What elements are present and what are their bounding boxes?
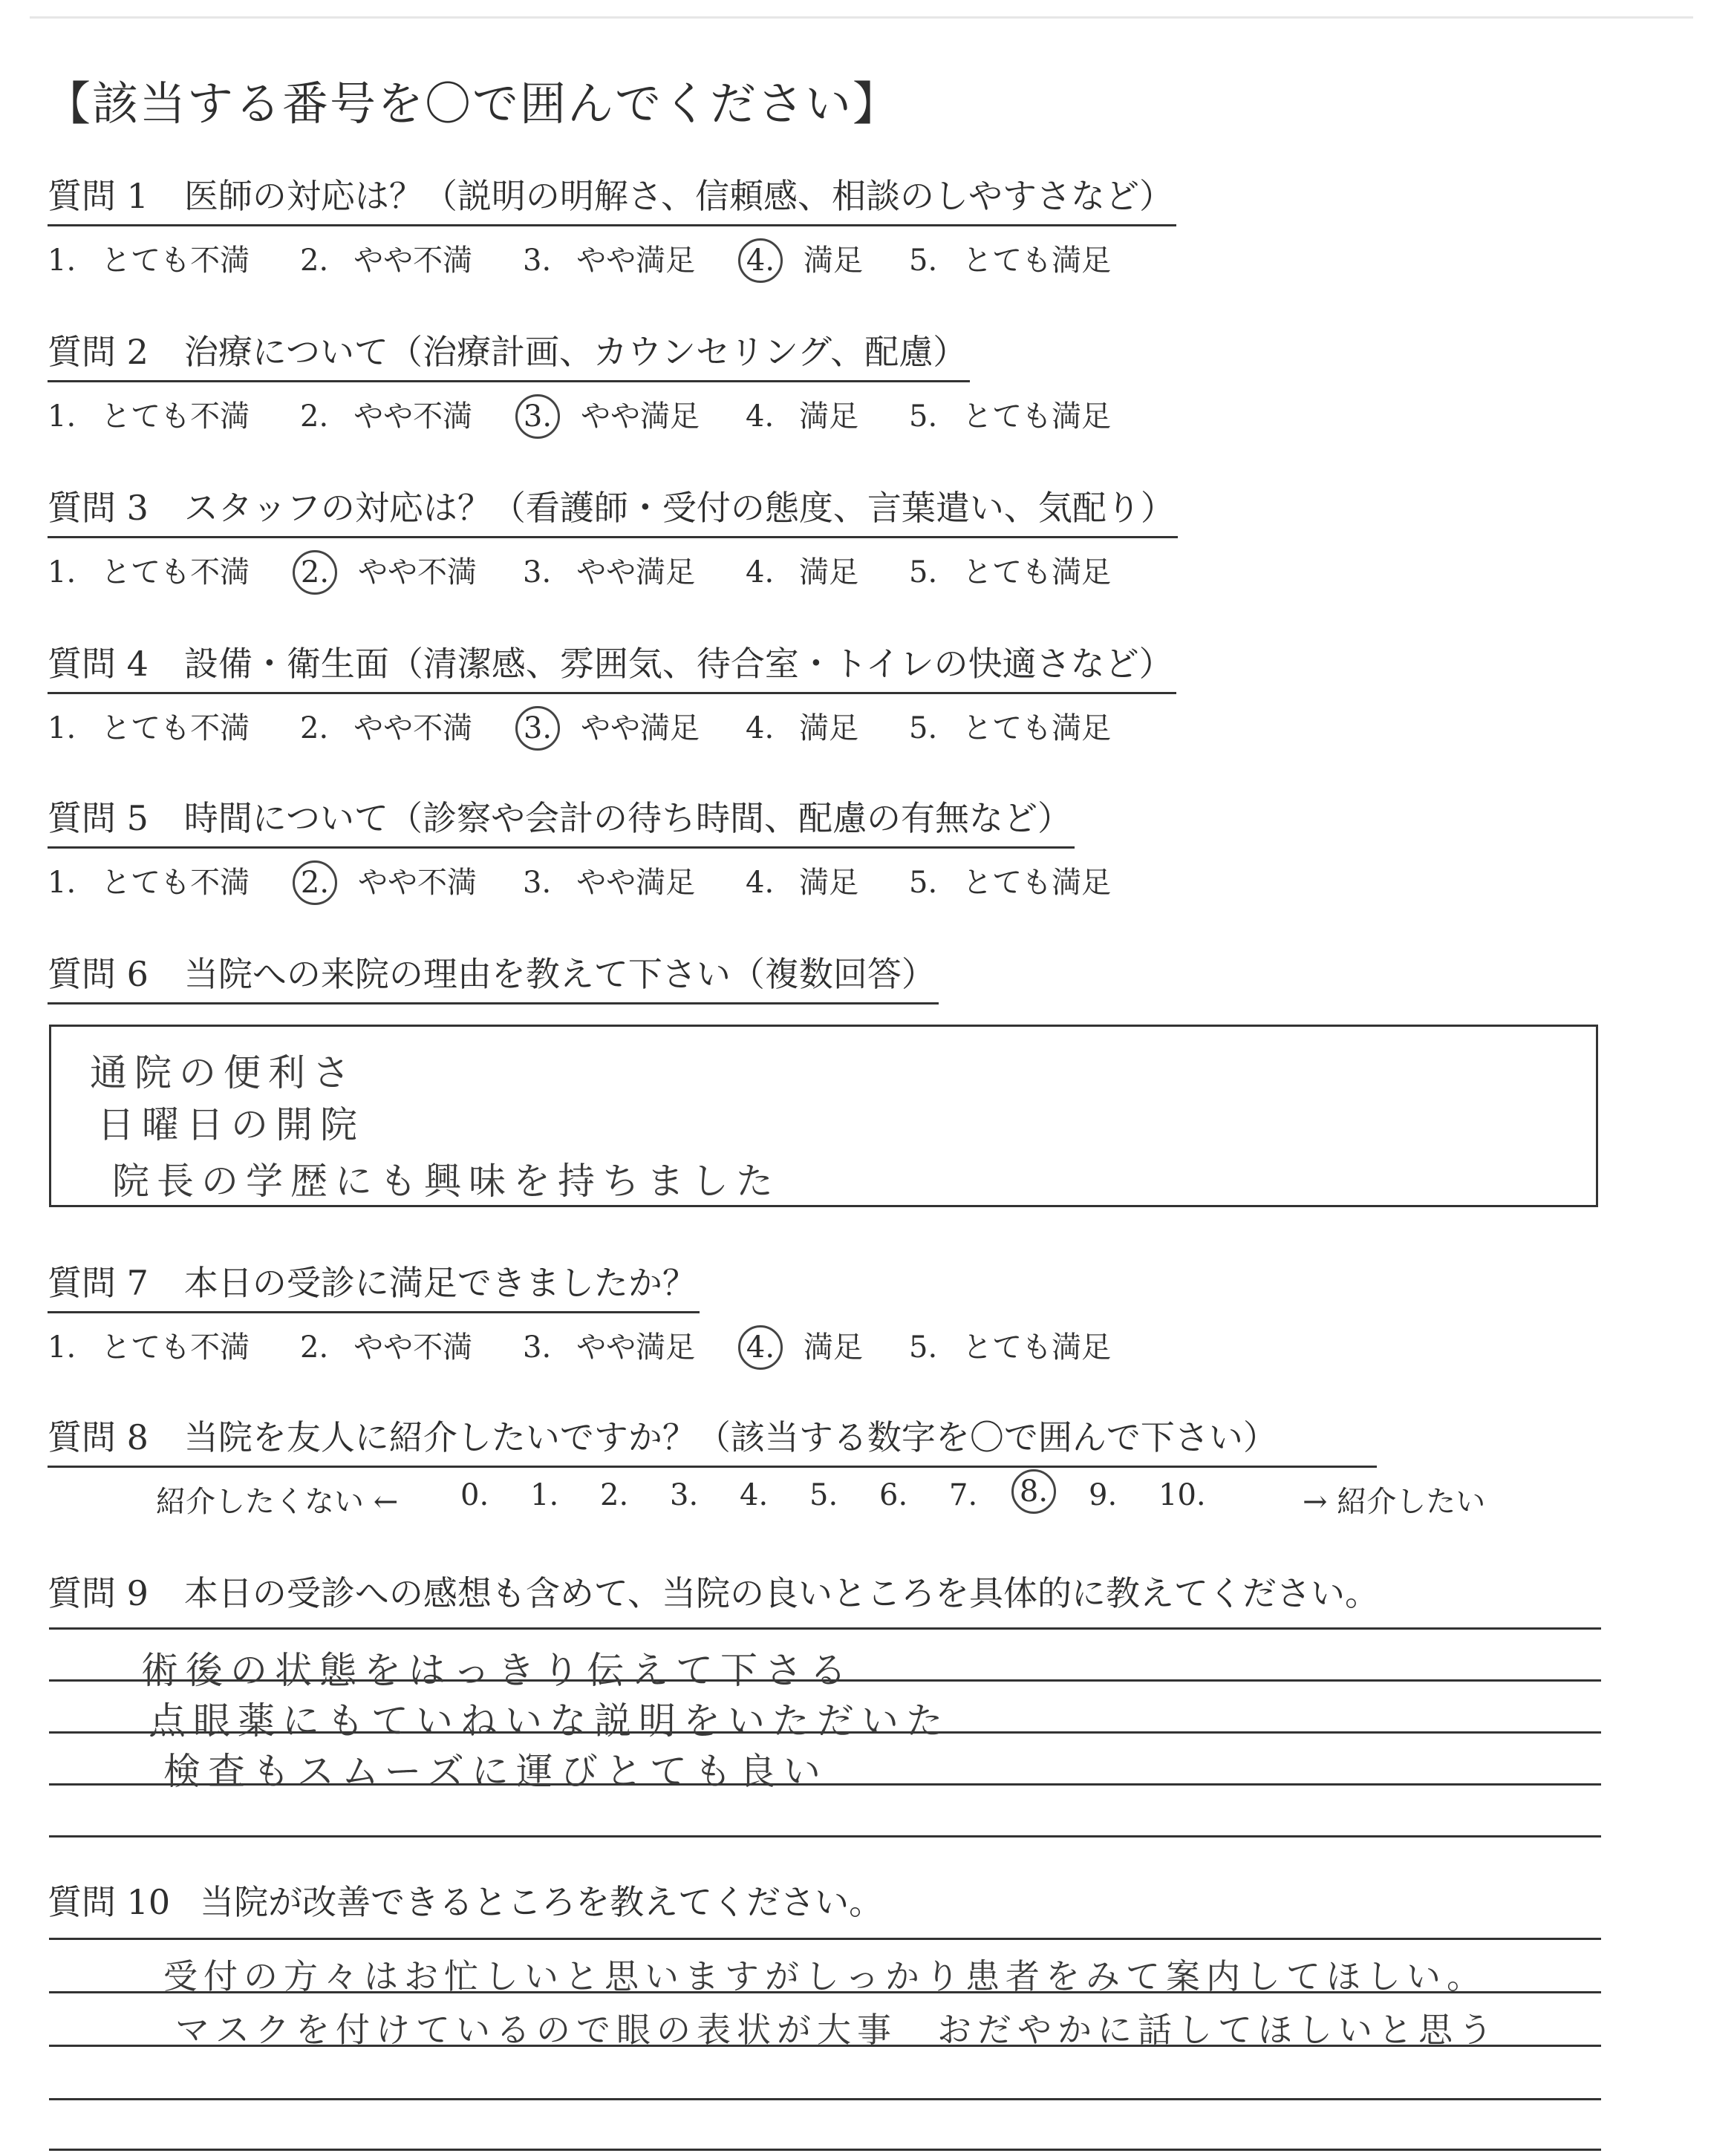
question-text: 当院を友人に紹介したいですか？（該当する数字を〇で囲んで下さい） bbox=[183, 1417, 1277, 1457]
selected-circle-mark: 3. bbox=[515, 706, 560, 751]
rating-scale bbox=[48, 853, 1112, 902]
option-label: やや不満 bbox=[353, 1330, 473, 1365]
question-1 bbox=[48, 169, 1176, 280]
scale-option-4[interactable] bbox=[746, 1324, 863, 1370]
option-number: 1. bbox=[48, 866, 76, 900]
option-number: 4. bbox=[746, 711, 775, 745]
question-8 bbox=[48, 1411, 1486, 1521]
answer-line bbox=[49, 1938, 1601, 1940]
option-label: 満足 bbox=[804, 244, 863, 278]
scale-number[interactable]: 9. bbox=[1089, 1478, 1118, 1512]
scale-option-5[interactable] bbox=[909, 859, 1111, 901]
option-number: 5. bbox=[909, 1330, 938, 1365]
scale-option-5[interactable] bbox=[909, 705, 1111, 747]
scale-option-4[interactable] bbox=[746, 859, 858, 901]
scale-option-1[interactable] bbox=[48, 859, 250, 901]
question-title bbox=[48, 481, 1178, 538]
handwritten-answer: 院長の学歴にも興味を持ちました bbox=[112, 1160, 780, 1203]
option-number: 5. bbox=[909, 711, 938, 745]
question-text: 当院への来院の理由を教えて下さい（複数回答） bbox=[183, 954, 936, 994]
option-number: 1. bbox=[48, 555, 76, 589]
scale-option-1[interactable] bbox=[48, 1324, 250, 1366]
question-number: 質問 7 bbox=[48, 1263, 149, 1303]
scale-option-3[interactable] bbox=[523, 549, 695, 591]
option-label: とても満足 bbox=[962, 866, 1112, 900]
scale-option-3[interactable] bbox=[523, 237, 695, 279]
option-label: とても不満 bbox=[101, 1330, 250, 1365]
selected-circle-mark: 2. bbox=[293, 550, 337, 595]
question-title bbox=[48, 791, 1075, 849]
question-title bbox=[48, 637, 1176, 694]
option-number: 5. bbox=[909, 244, 938, 278]
question-2 bbox=[48, 325, 1112, 436]
scale-option-1[interactable] bbox=[48, 237, 250, 279]
option-label: やや不満 bbox=[353, 399, 473, 434]
question-text: 本日の受診に満足できましたか？ bbox=[183, 1263, 697, 1303]
handwritten-answer: 日曜日の開院 bbox=[97, 1103, 365, 1146]
scale-option-4[interactable] bbox=[746, 705, 858, 747]
question-text: 時間について（診察や会計の待ち時間、配慮の有無など） bbox=[183, 798, 1072, 838]
option-label: とても満足 bbox=[962, 244, 1112, 278]
option-number: 2. bbox=[300, 1330, 329, 1365]
option-label: とても不満 bbox=[101, 244, 250, 278]
selected-circle-mark: 4. bbox=[738, 238, 783, 283]
option-number: 2. bbox=[300, 711, 329, 745]
option-label: とても満足 bbox=[962, 399, 1112, 434]
question-number: 質問 3 bbox=[48, 488, 149, 528]
option-number: 5. bbox=[909, 399, 938, 434]
question-7 bbox=[48, 1256, 1112, 1367]
question-title bbox=[48, 1567, 1379, 1616]
handwritten-answer: マスクを付けているので眼の表状が大事 おだやかに話してほしいと思う bbox=[175, 2010, 1499, 2050]
question-title bbox=[48, 169, 1176, 226]
question-text: 設備・衛生面（清潔感、雰囲気、待合室・トイレの快適さなど） bbox=[183, 644, 1173, 684]
question-number: 質問 8 bbox=[48, 1417, 149, 1457]
option-label: とても満足 bbox=[962, 555, 1112, 589]
question-number: 質問 9 bbox=[48, 1573, 149, 1613]
option-number: 3. bbox=[523, 244, 552, 278]
option-label: とても満足 bbox=[962, 1330, 1112, 1365]
rating-scale bbox=[48, 231, 1176, 280]
question-number: 質問 5 bbox=[48, 798, 149, 838]
scale-option-5[interactable] bbox=[909, 1324, 1111, 1366]
scale-number[interactable]: 7. bbox=[949, 1478, 978, 1512]
scale-number[interactable]: 2. bbox=[600, 1478, 629, 1512]
option-number: 3. bbox=[523, 866, 552, 900]
recommend-scale bbox=[48, 1472, 1486, 1521]
question-text: 本日の受診への感想も含めて、当院の良いところを具体的に教えてください。 bbox=[183, 1573, 1379, 1613]
question-title bbox=[48, 325, 970, 382]
question-title bbox=[48, 1411, 1377, 1468]
question-text: 医師の対応は？（説明の明解さ、信頼感、相談のしやすさなど） bbox=[183, 176, 1174, 216]
scale-option-5[interactable] bbox=[909, 237, 1111, 279]
option-number: 4. bbox=[746, 555, 775, 589]
scale-number[interactable]: 1. bbox=[530, 1478, 559, 1512]
question-text: 当院が改善できるところを教えてください。 bbox=[200, 1882, 884, 1922]
scale-option-4[interactable] bbox=[746, 237, 863, 283]
option-number: 1. bbox=[48, 1330, 76, 1365]
question-9 bbox=[48, 1567, 1379, 1616]
option-label: やや不満 bbox=[353, 711, 473, 745]
question-title bbox=[48, 1256, 700, 1313]
option-label: 満足 bbox=[799, 555, 859, 589]
scale-number[interactable]: 10. bbox=[1158, 1478, 1206, 1512]
option-number: 4. bbox=[746, 399, 775, 434]
question-text: スタッフの対応は？（看護師・受付の態度、言葉遣い、気配り） bbox=[183, 488, 1175, 528]
option-number: 1. bbox=[48, 244, 76, 278]
scale-option-2[interactable] bbox=[300, 1324, 472, 1366]
option-label: 満足 bbox=[799, 711, 859, 745]
question-5 bbox=[48, 791, 1112, 902]
option-label: やや不満 bbox=[358, 555, 477, 589]
page-title: 【該当する番号を〇で囲んでください】 bbox=[45, 76, 901, 131]
scale-number[interactable]: 3. bbox=[670, 1478, 699, 1512]
top-rule bbox=[30, 16, 1693, 19]
option-number: 3. bbox=[523, 1330, 552, 1365]
scale-number[interactable]: 6. bbox=[879, 1478, 908, 1512]
option-label: とても不満 bbox=[101, 555, 250, 589]
option-number: 1. bbox=[48, 711, 76, 745]
scale-number[interactable]: 0. bbox=[460, 1478, 489, 1512]
handwritten-answer: 点眼薬にもていねいな説明をいただいた bbox=[149, 1699, 951, 1742]
option-label: やや満足 bbox=[576, 244, 696, 278]
scale-option-2[interactable] bbox=[300, 237, 472, 279]
handwritten-answer: 検査もスムーズに運びとても良い bbox=[163, 1750, 828, 1793]
question-number: 質問 6 bbox=[48, 954, 149, 994]
option-label: やや満足 bbox=[576, 555, 696, 589]
scale-number[interactable]: 4. bbox=[740, 1478, 769, 1512]
option-label: やや満足 bbox=[576, 1330, 696, 1365]
rating-scale bbox=[48, 699, 1176, 748]
rating-scale bbox=[48, 543, 1178, 592]
option-number: 4. bbox=[746, 866, 775, 900]
answer-box bbox=[49, 1025, 1598, 1207]
option-number: 2. bbox=[300, 399, 329, 434]
scale-option-2[interactable] bbox=[300, 393, 472, 435]
answer-line bbox=[49, 1627, 1601, 1630]
selected-circle-mark: 2. bbox=[293, 860, 337, 905]
option-label: やや満足 bbox=[581, 399, 700, 434]
handwritten-answer: 術後の状態をはっきり伝えて下さる bbox=[141, 1649, 854, 1692]
answer-line bbox=[49, 2098, 1601, 2100]
scale-option-1[interactable] bbox=[48, 705, 250, 747]
question-number: 質問 4 bbox=[48, 644, 149, 684]
scale-option-1[interactable] bbox=[48, 393, 250, 435]
option-number: 5. bbox=[909, 866, 938, 900]
scale-option-2[interactable] bbox=[300, 705, 472, 747]
question-number: 質問 2 bbox=[48, 332, 149, 372]
question-10 bbox=[48, 1875, 883, 1924]
scale-option-2[interactable] bbox=[300, 859, 477, 905]
question-number: 質問 10 bbox=[48, 1882, 171, 1922]
rating-scale bbox=[48, 1318, 1112, 1367]
scale-option-5[interactable] bbox=[909, 549, 1111, 591]
option-label: とても不満 bbox=[101, 399, 250, 434]
option-label: とても満足 bbox=[962, 711, 1112, 745]
question-text: 治療について（治療計画、カウンセリング、配慮） bbox=[183, 332, 968, 372]
option-label: とても不満 bbox=[101, 711, 250, 745]
option-label: 満足 bbox=[799, 866, 859, 900]
scale-left-label: 紹介したくない ← bbox=[156, 1485, 399, 1519]
option-label: とても不満 bbox=[101, 866, 250, 900]
question-title bbox=[48, 947, 939, 1004]
selected-circle-mark: 4. bbox=[738, 1325, 783, 1370]
scale-option-4[interactable] bbox=[746, 549, 858, 591]
scale-right-label: → 紹介したい bbox=[1303, 1485, 1486, 1519]
scale-option-3[interactable] bbox=[523, 859, 695, 901]
question-number: 質問 1 bbox=[48, 176, 149, 216]
scale-option-4[interactable] bbox=[746, 393, 858, 435]
question-6 bbox=[48, 947, 939, 1004]
option-label: やや不満 bbox=[353, 244, 473, 278]
selected-circle-mark: 3. bbox=[515, 394, 560, 439]
option-label: やや不満 bbox=[358, 866, 477, 900]
question-3 bbox=[48, 481, 1178, 592]
option-number: 3. bbox=[523, 555, 552, 589]
scale-option-2[interactable] bbox=[300, 549, 477, 595]
scale-option-3[interactable] bbox=[523, 393, 700, 439]
selected-circle-mark[interactable]: 8. bbox=[1011, 1469, 1056, 1514]
option-label: 満足 bbox=[804, 1330, 863, 1365]
question-4 bbox=[48, 637, 1176, 748]
scale-option-3[interactable] bbox=[523, 1324, 695, 1366]
scale-option-3[interactable] bbox=[523, 705, 700, 751]
scale-option-1[interactable] bbox=[48, 549, 250, 591]
option-label: 満足 bbox=[799, 399, 859, 434]
rating-scale bbox=[48, 387, 1112, 436]
option-number: 2. bbox=[300, 244, 329, 278]
option-number: 5. bbox=[909, 555, 938, 589]
option-label: やや満足 bbox=[576, 866, 696, 900]
option-number: 1. bbox=[48, 399, 76, 434]
scale-option-5[interactable] bbox=[909, 393, 1111, 435]
handwritten-answer: 通院の便利さ bbox=[90, 1051, 357, 1094]
scale-number[interactable]: 5. bbox=[809, 1478, 838, 1512]
answer-line bbox=[49, 1835, 1601, 1838]
option-label: やや満足 bbox=[581, 711, 700, 745]
question-title bbox=[48, 1875, 883, 1924]
answer-line bbox=[49, 2149, 1601, 2151]
handwritten-answer: 受付の方々はお忙しいと思いますがしっかり患者をみて案内してほしい。 bbox=[163, 1956, 1487, 1996]
